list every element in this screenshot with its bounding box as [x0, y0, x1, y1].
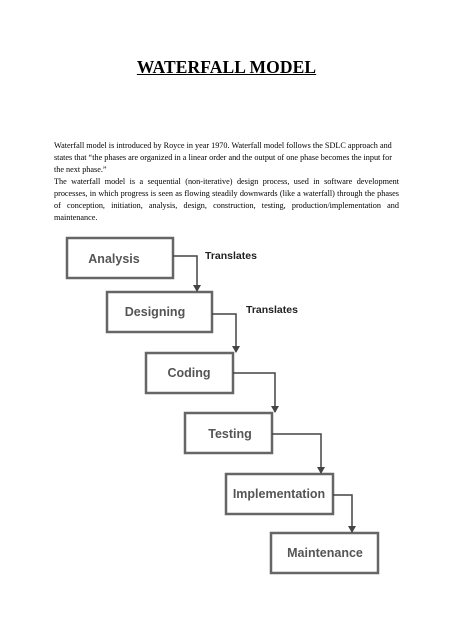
phase-box-analysis — [67, 238, 173, 278]
phase-box-implementation — [226, 474, 333, 514]
phase-label-analysis: Analysis — [88, 252, 140, 266]
phase-box-coding — [146, 353, 233, 393]
phase-label-coding: Coding — [167, 366, 211, 380]
intro-paragraph: Waterfall model is introduced by Royce in year 1970. Waterfall model follows the SDLC approach and states that “the phases are organized in a linear order and the output of one phase becomes the input for the next phase.” — [54, 141, 392, 174]
translates-label-2: Translates — [246, 304, 298, 316]
phase-label-maintenance: Maintenance — [287, 546, 363, 560]
phase-label-implementation: Implementation — [232, 487, 326, 501]
translates-label-1: Translates — [205, 250, 257, 262]
description-paragraph: The waterfall model is a sequential (non-iterative) design process, used in software development processes, in which progress is seen as flowing steadily downwards (like a waterfall) through the phases of conception, initiation, analysis, design, construction, testing, production/implementation and maintenance. — [54, 177, 399, 222]
page-title: WATERFALL MODEL — [136, 57, 317, 77]
arrow-designing-to-coding — [212, 314, 236, 352]
phase-label-testing: Testing — [208, 427, 252, 441]
arrow-implementation-to-maintenance — [333, 495, 352, 532]
arrow-testing-to-implementation — [272, 434, 321, 473]
phase-box-testing — [185, 413, 272, 453]
phase-box-designing — [107, 292, 212, 332]
arrow-analysis-to-designing — [173, 256, 197, 291]
phase-box-maintenance — [271, 533, 378, 573]
arrow-coding-to-testing — [233, 373, 275, 412]
phase-label-designing: Designing — [124, 305, 186, 319]
